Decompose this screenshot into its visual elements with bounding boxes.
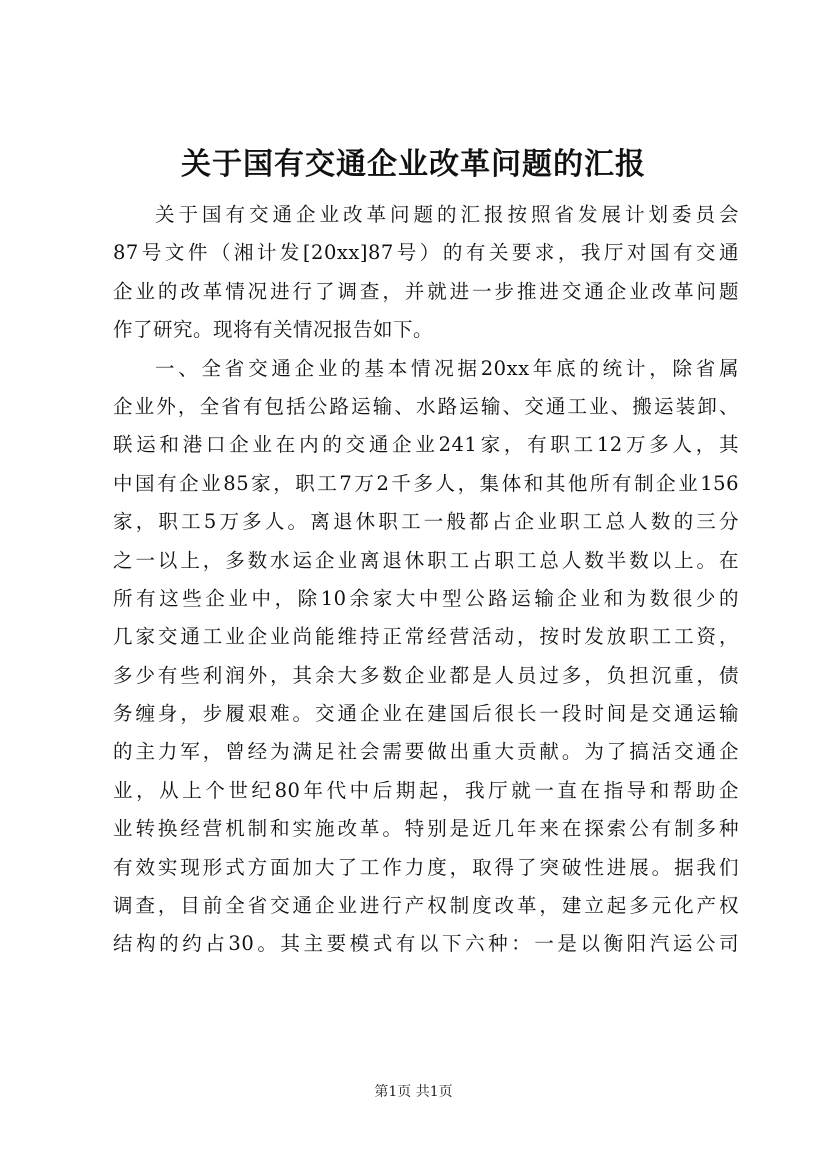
text-line: 企业外，全省有包括公路运输、水路运输、交通工业、搬运装卸、 [113, 394, 739, 418]
text-line: 多少有些利润外，其余大多数企业都是人员过多，负担沉重，债 [113, 663, 739, 687]
text-line: 有效实现形式方面加大了工作力度，取得了突破性进展。据我们 [113, 855, 739, 879]
text-line: 作了研究。现将有关情况报告如下。 [113, 318, 434, 342]
text-line: 几家交通工业企业尚能维持正常经营活动，按时发放职工工资， [113, 625, 739, 649]
text-line: 调查，目前全省交通企业进行产权制度改革，建立起多元化产权 [113, 894, 739, 918]
text-line: 关于国有交通企业改革问题的汇报按照省发展计划委员会 [155, 203, 739, 226]
text-line: 中国有企业85家，职工7万2千多人，集体和其他所有制企业156 [113, 471, 739, 495]
text-line: 所有这些企业中，除10余家大中型公路运输企业和为数很少的 [113, 586, 739, 610]
text-line: 业，从上个世纪80年代中后期起，我厅就一直在指导和帮助企 [113, 778, 739, 802]
page-number-footer: 第1页 共1页 [374, 1084, 453, 1100]
text-line: 业转换经营机制和实施改革。特别是近几年来在探索公有制多种 [113, 817, 739, 841]
text-line: 企业的改革情况进行了调查，并就进一步推进交通企业改革问题 [113, 279, 739, 303]
text-line: 之一以上，多数水运企业离退休职工占职工总人数半数以上。在 [113, 548, 739, 572]
text-line: 联运和港口企业在内的交通企业241家，有职工12万多人，其 [113, 433, 739, 457]
text-line: 的主力军，曾经为满足社会需要做出重大贡献。为了搞活交通企 [113, 740, 739, 764]
document-body [113, 196, 739, 964]
text-line: 一、全省交通企业的基本情况据20xx年底的统计，除省属 [155, 356, 739, 380]
text-line: 务缠身，步履艰难。交通企业在建国后很长一段时间是交通运输 [113, 702, 739, 726]
text-line: 家，职工5万多人。离退休职工一般都占企业职工总人数的三分 [113, 510, 739, 534]
text-line: 87号文件（湘计发[20xx]87号）的有关要求，我厅对国有交通 [113, 241, 739, 265]
document-title: 关于国有交通企业改革问题的汇报 [181, 147, 646, 182]
text-line: 结构的约占30。其主要模式有以下六种：一是以衡阳汽运公司 [113, 932, 739, 956]
